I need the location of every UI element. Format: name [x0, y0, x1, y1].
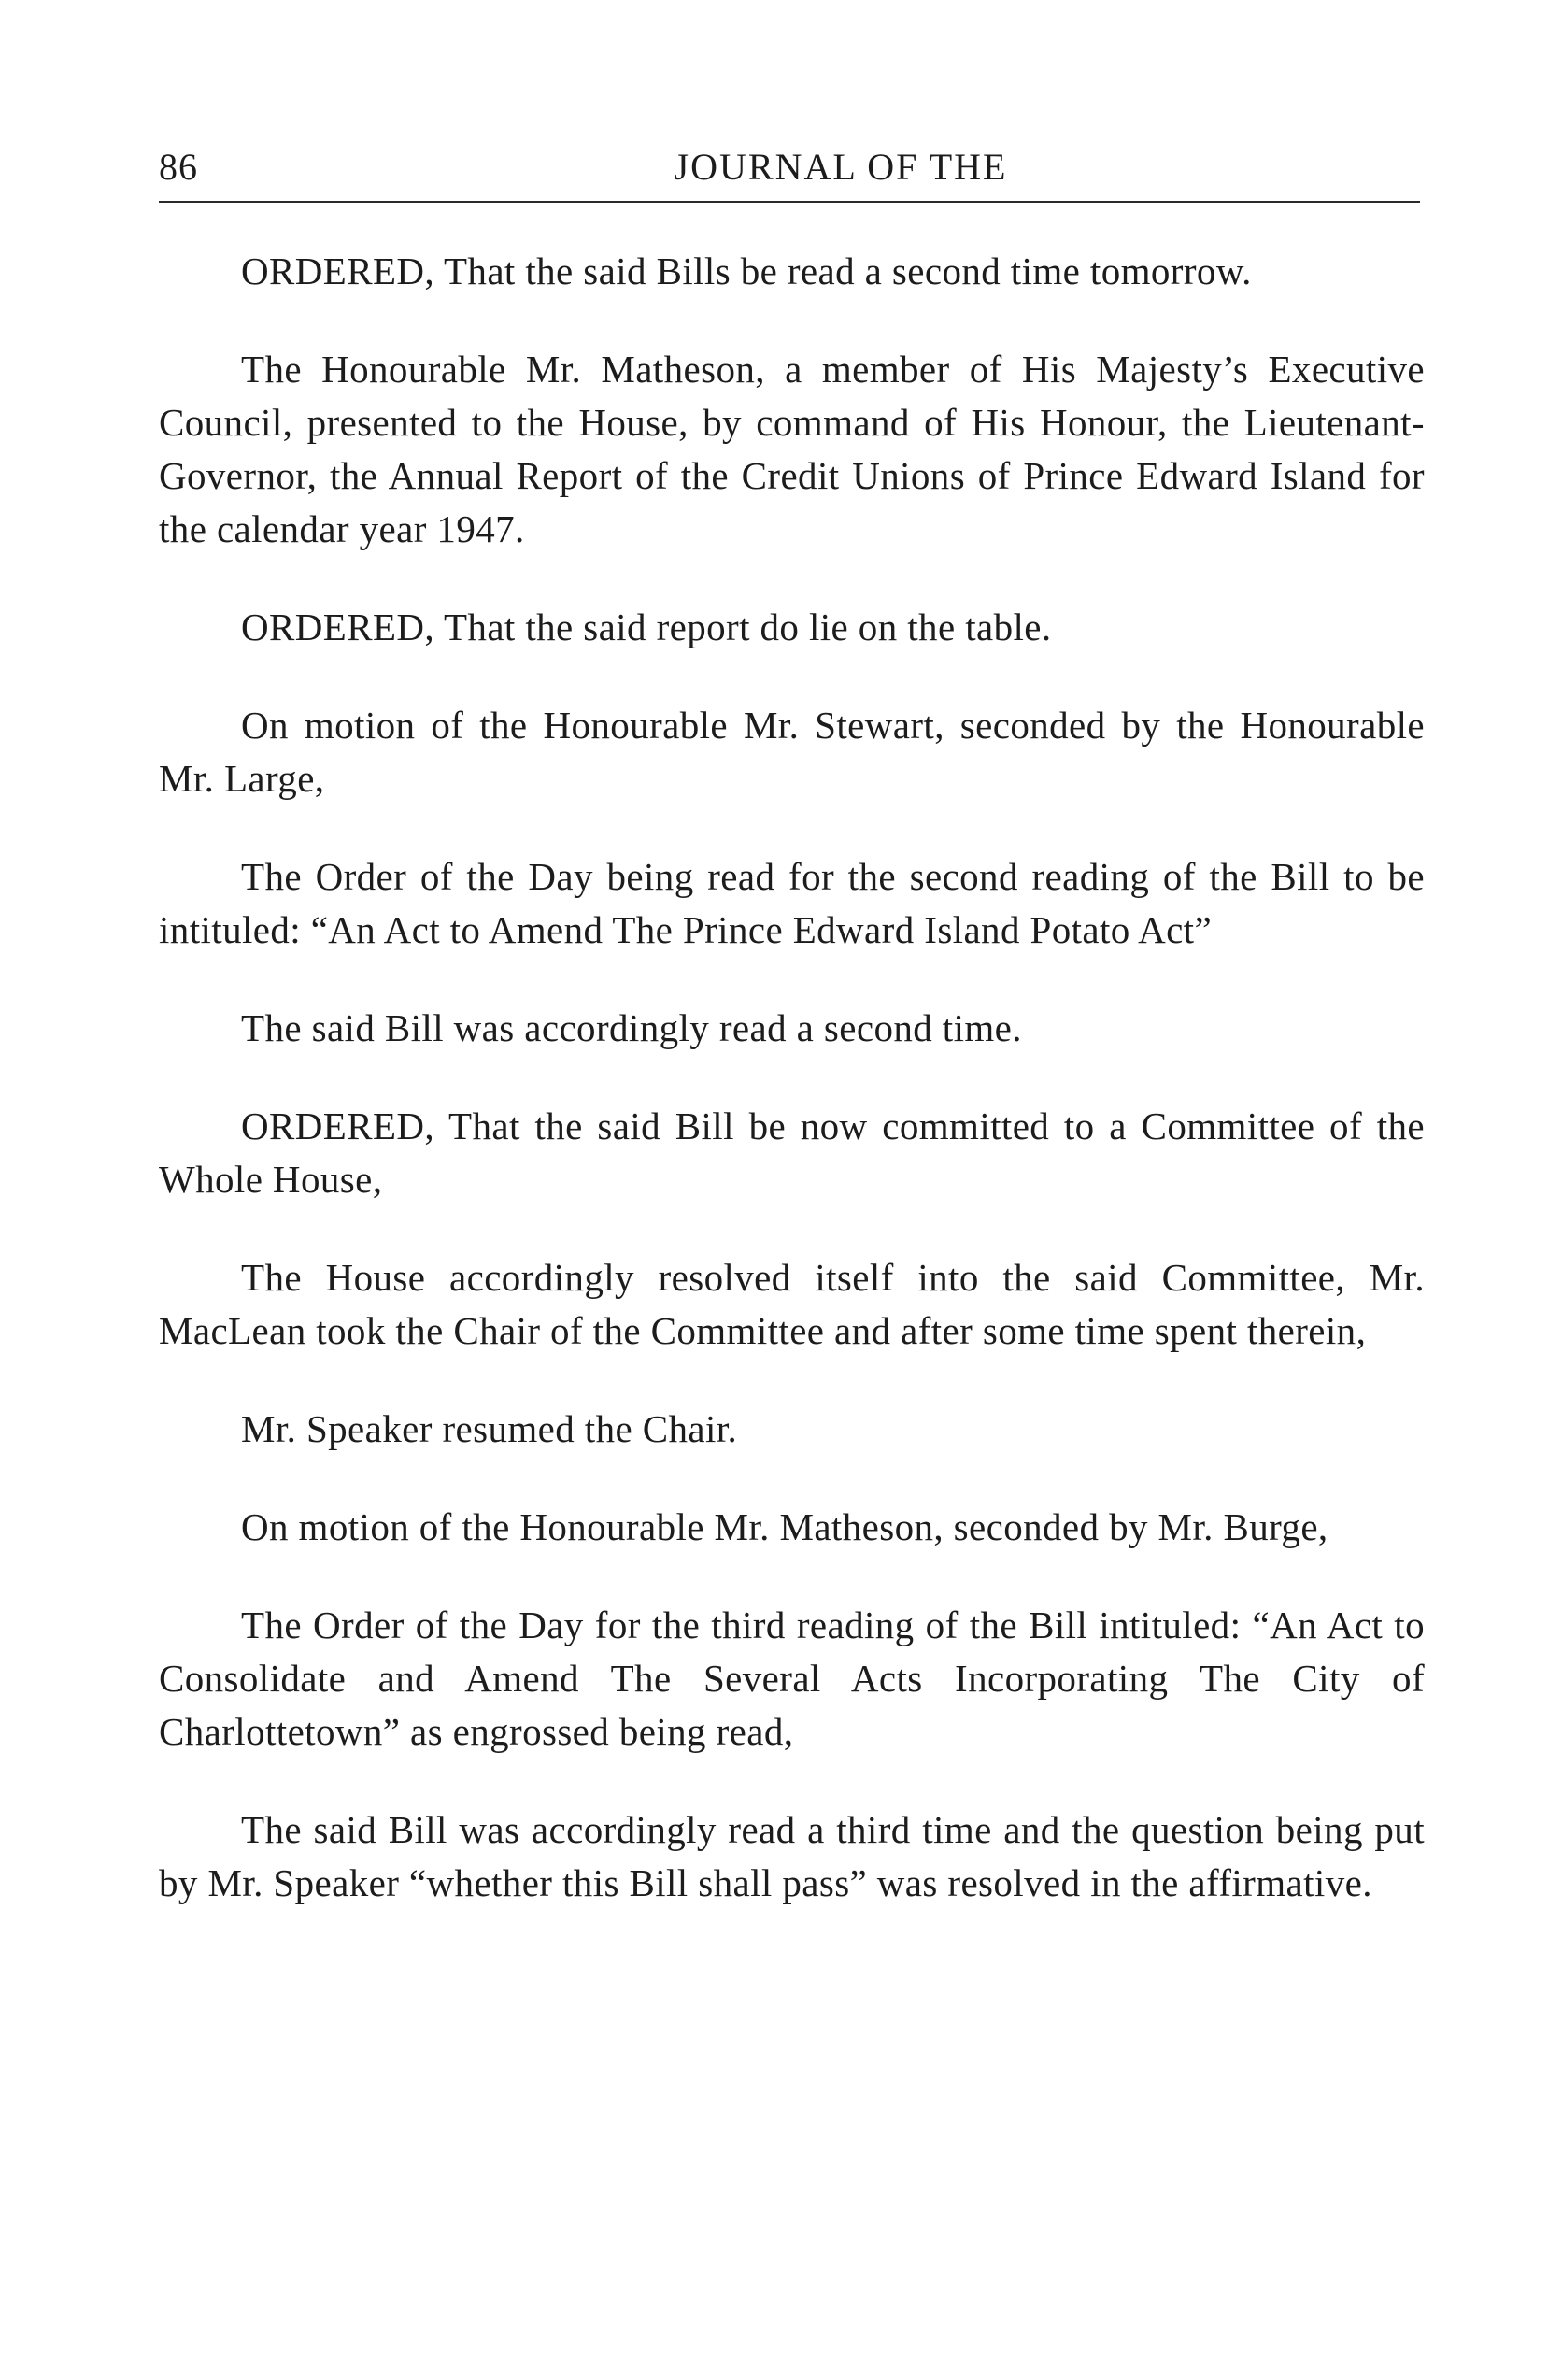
paragraph-credit-unions-report: The Honourable Mr. Matheson, a member of His Majesty’s Executive Council, presented to the House, by command of His Honour, the Lieutenant-Governor, the Annual Report of the Credit Unions of Prince Edward Island for the calendar year 1947.	[159, 348, 1425, 550]
paragraph-ordered-report: ORDERED, That the said report do lie on the table.	[241, 606, 1052, 648]
paragraph-charlottetown-reading: The Order of the Day for the third reading of the Bill intituled: “An Act to Consolidate and Amend The Several Acts Incorporating The City of Charlottetown” as engrossed being read,	[159, 1603, 1425, 1753]
page-number: 86	[159, 146, 198, 188]
paragraph-second-reading: The said Bill was accordingly read a second time.	[241, 1006, 1022, 1049]
paragraph-motion-matheson: On motion of the Honourable Mr. Matheson, seconded by Mr. Burge,	[241, 1505, 1328, 1548]
paragraph-committee-order: ORDERED, That the said Bill be now committed to a Committee of the Whole House,	[159, 1104, 1425, 1201]
paragraph-motion-stewart: On motion of the Honourable Mr. Stewart, seconded by the Honourable Mr. Large,	[159, 704, 1425, 800]
running-head: JOURNAL OF THE	[674, 146, 1008, 188]
paragraph-committee-resolved: The House accordingly resolved itself into the said Committee, Mr. MacLean took the Chair of the Committee and after some time spent therein,	[159, 1256, 1425, 1352]
paragraph-ordered-bills: ORDERED, That the said Bills be read a second time tomorrow.	[241, 249, 1252, 292]
paragraph-third-reading-passed: The said Bill was accordingly read a third time and the question being put by Mr. Speaker “whether this Bill shall pass” was resolved in the affirmative.	[159, 1808, 1425, 1904]
paragraph-speaker-resumed: Mr. Speaker resumed the Chair.	[241, 1407, 738, 1450]
journal-body	[159, 245, 1425, 1955]
page-header	[159, 135, 1420, 203]
paragraph-potato-act-reading: The Order of the Day being read for the second reading of the Bill to be intituled: “An Act to Amend The Prince Edward Island Potato Act”	[159, 855, 1425, 951]
